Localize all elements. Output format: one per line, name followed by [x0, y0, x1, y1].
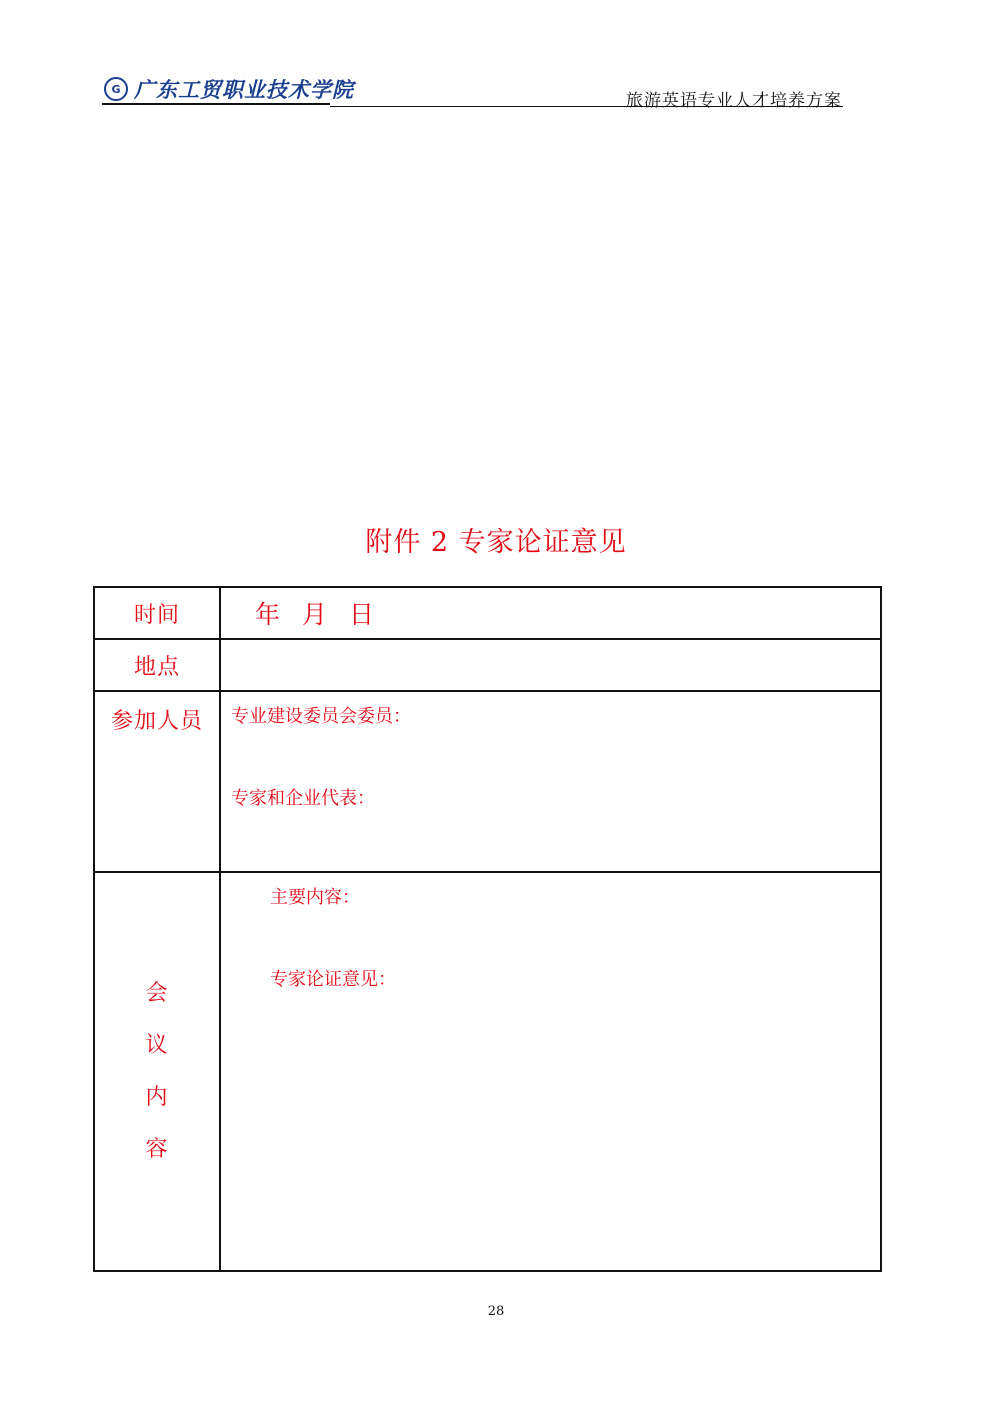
date-field[interactable] — [220, 587, 881, 639]
table-row-place — [94, 639, 881, 691]
page-number: 28 — [487, 1304, 505, 1319]
main-content-label: 主要内容： — [270, 887, 360, 908]
meeting-content-field[interactable] — [220, 872, 881, 1271]
place-label: 地点 — [94, 639, 220, 691]
experts-reps-label: 专家和企业代表： — [231, 788, 375, 809]
time-label: 时间 — [94, 587, 220, 639]
date-day: 日 — [348, 600, 374, 629]
meeting-label-char: 会 — [145, 980, 169, 1006]
meeting-label — [94, 872, 220, 1271]
meeting-label-char: 议 — [145, 1032, 169, 1058]
expert-opinion-table — [93, 586, 882, 1272]
school-name: 广东工贸职业技术学院 — [134, 77, 354, 102]
date-month: 月 — [301, 600, 327, 629]
participants-field[interactable] — [220, 691, 881, 872]
school-emblem-icon: G — [104, 77, 128, 101]
committee-members-label: 专业建设委员会委员： — [231, 706, 411, 727]
running-header-title: 旅游英语专业人才培养方案 — [626, 91, 842, 111]
table-row-time — [94, 587, 881, 639]
expert-opinion-label: 专家论证意见： — [270, 969, 396, 990]
header-rule-left — [102, 103, 330, 105]
participants-label: 参加人员 — [94, 691, 220, 872]
page-title: 附件 2 专家论证意见 — [365, 527, 627, 558]
meeting-label-char: 容 — [145, 1136, 169, 1162]
school-logo — [104, 74, 354, 104]
table-row-meeting — [94, 872, 881, 1271]
meeting-label-char: 内 — [145, 1084, 169, 1110]
place-field[interactable] — [220, 639, 881, 691]
date-year: 年 — [255, 600, 281, 629]
table-row-participants — [94, 691, 881, 872]
